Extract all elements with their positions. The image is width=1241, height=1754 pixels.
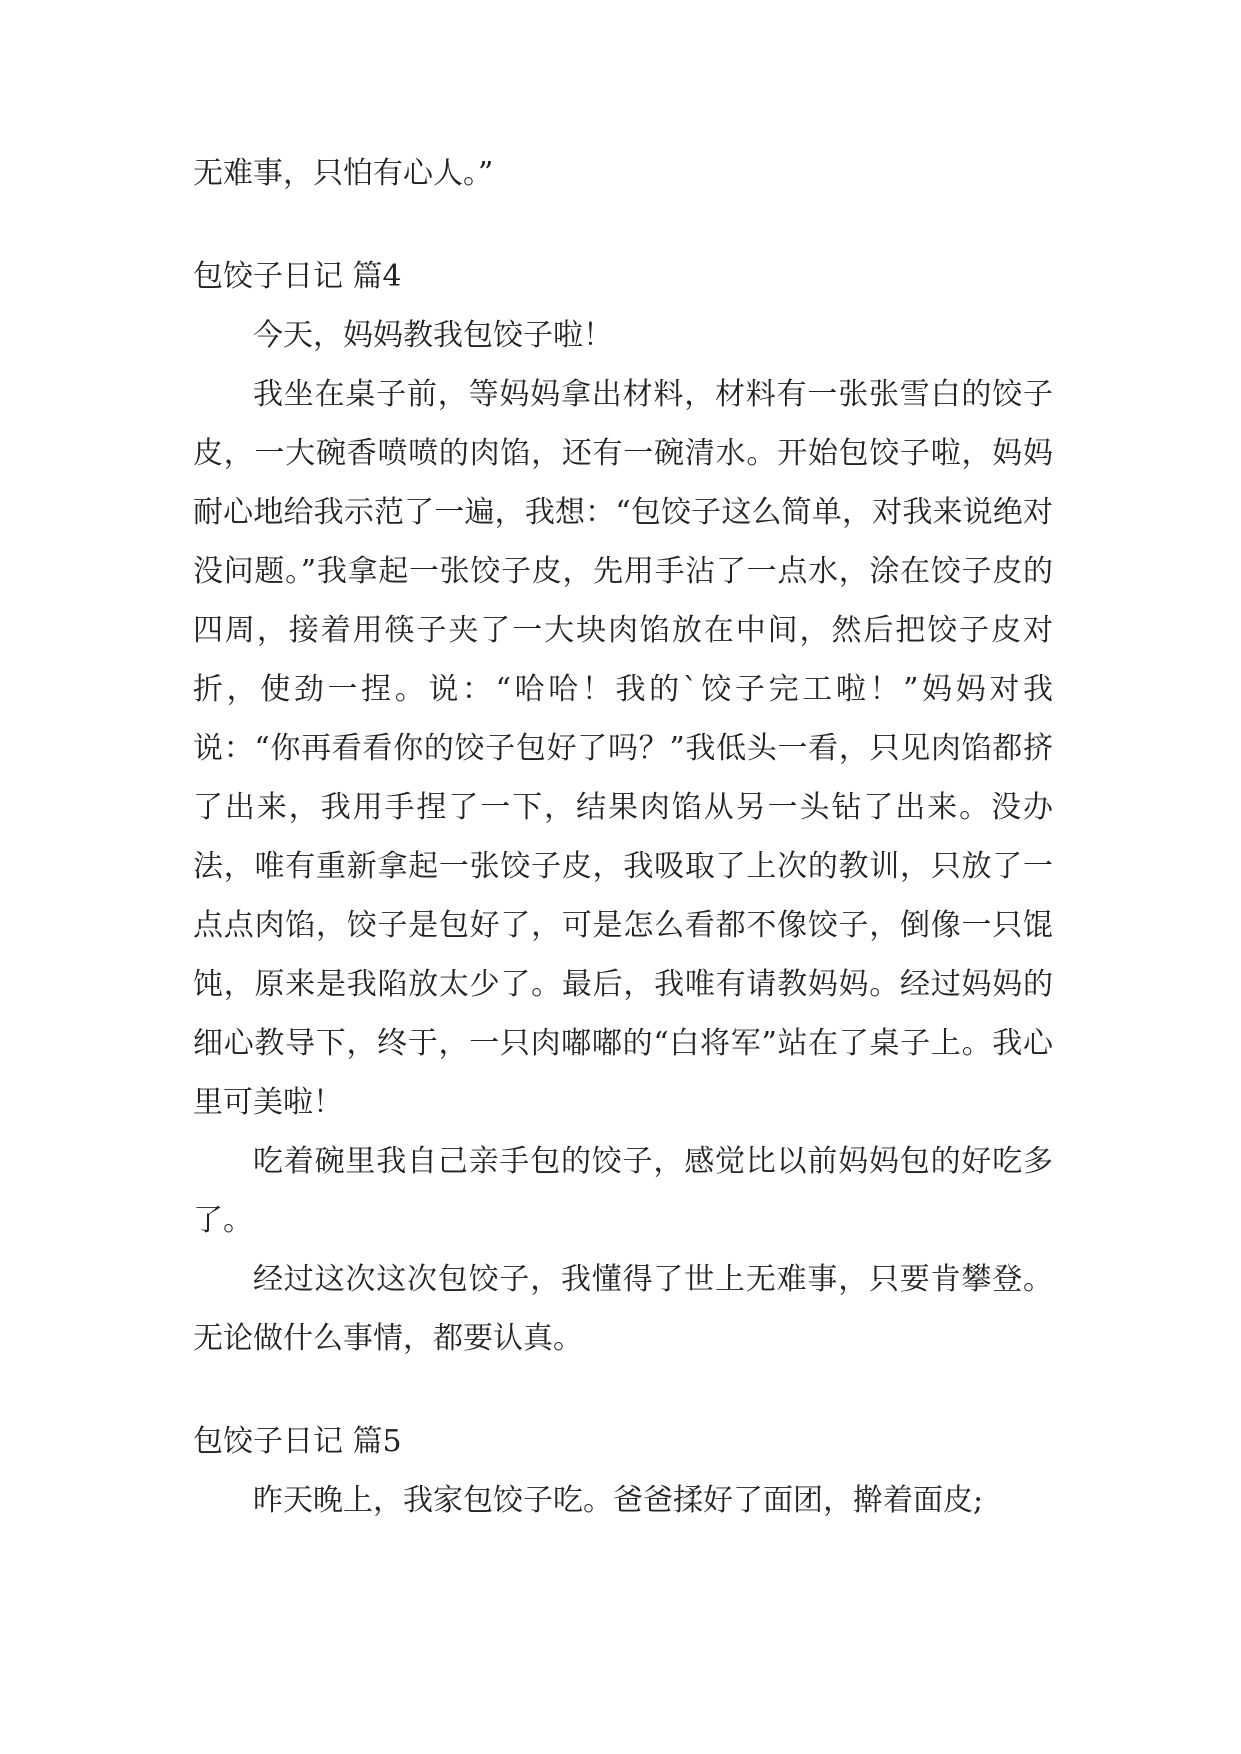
paragraph: 经过这次这次包饺子，我懂得了世上无难事，只要肯攀登。无论做什么事情，都要认真。: [193, 1262, 1053, 1356]
paragraph: 我坐在桌子前，等妈妈拿出材料，材料有一张张雪白的饺子皮，一大碗香喷喷的肉馅，还有一碗清水。开始包饺子啦，妈妈耐心地给我示范了一遍，我想：“包饺子这么简单，对我来说绝对没问题。”我拿起一张饺子皮，先用手沾了一点水，涂在饺子皮的四周，接着用筷子夹了一大块肉馅放在中间，然后把饺子皮对折，使劲一捏。说：“哈哈！我的`饺子完工啦！”妈妈对我说：“你再看看你的饺子包好了吗？”我低头一看，只见肉馅都挤了出来，我用手捏了一下，结果肉馅从另一头钻了出来。没办法，唯有重新拿起一张饺子皮，我吸取了上次的教训，只放了一点点肉馅，饺子是包好了，可是怎么看都不像饺子，倒像一只馄饨，原来是我陷放太少了。最后，我唯有请教妈妈。经过妈妈的细心教导下，终于，一只肉嘟嘟的“白将军”站在了桌子上。我心里可美啦！: [193, 377, 1053, 1120]
paragraph: 今天，妈妈教我包饺子啦！: [253, 318, 613, 353]
document-body: [193, 144, 1053, 1530]
intro-line: 无难事，只怕有心人。”: [193, 156, 494, 191]
paragraph: 昨天晚上，我家包饺子吃。爸爸揉好了面团，擀着面皮;: [253, 1483, 984, 1518]
paragraph: 吃着碗里我自己亲手包的饺子，感觉比以前妈妈包的好吃多了。: [193, 1144, 1053, 1238]
section-title-5: 包饺子日记 篇5: [193, 1424, 402, 1459]
section-title-4: 包饺子日记 篇4: [193, 259, 402, 294]
section-gap: [193, 1368, 1053, 1412]
section-gap: [193, 203, 1053, 247]
